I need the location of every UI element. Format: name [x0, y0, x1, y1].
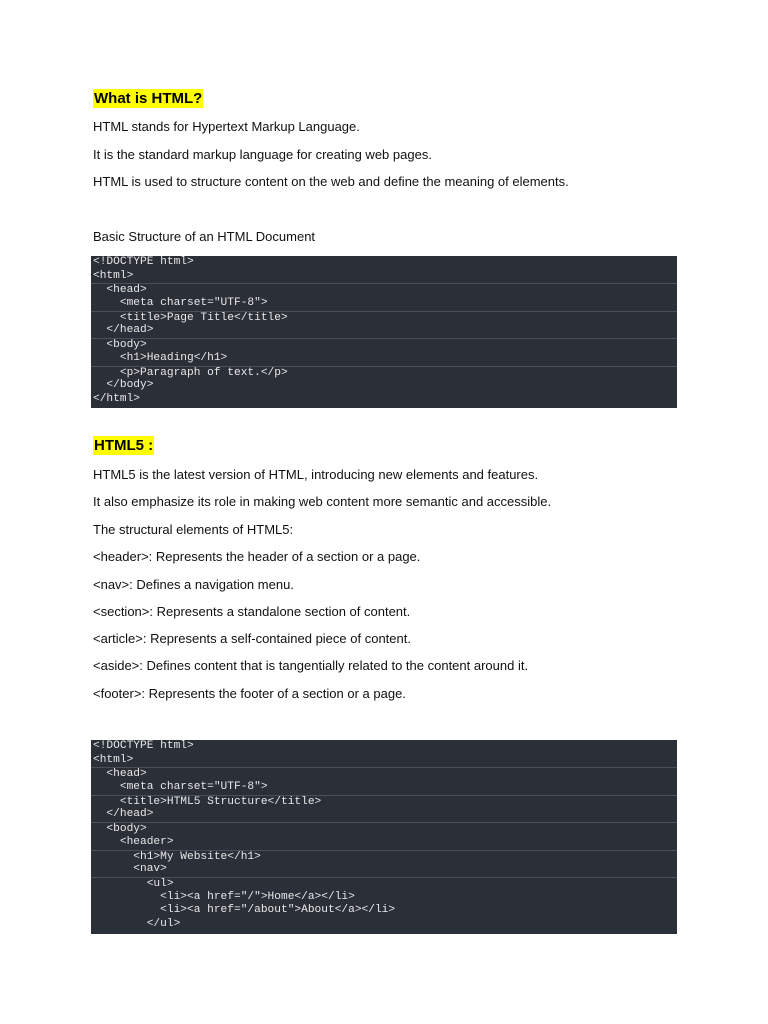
code-block-html5-structure — [91, 740, 677, 934]
paragraph: <header>: Represents the header of a section or a page. — [93, 549, 421, 564]
code-line: </ul> — [93, 917, 181, 930]
code-line: <!DOCTYPE html> — [93, 740, 194, 752]
paragraph: <aside>: Defines content that is tangentially related to the content around it. — [93, 658, 529, 673]
code-line: </head> — [93, 324, 154, 337]
paragraph: HTML is used to structure content on the web and define the meaning of elements. — [93, 174, 569, 189]
paragraph: The structural elements of HTML5: — [93, 522, 294, 537]
code-line: <h1>My Website</h1> — [91, 850, 677, 864]
code-line: </head> — [93, 808, 154, 821]
paragraph: HTML5 is the latest version of HTML, introducing new elements and features. — [93, 467, 539, 482]
paragraph: <section>: Represents a standalone section of content. — [93, 604, 411, 619]
paragraph: <article>: Represents a self-contained piece of content. — [93, 631, 411, 646]
code-line: <head> — [91, 767, 677, 781]
code-line: <meta charset="UTF-8"> — [93, 297, 268, 310]
paragraph: HTML stands for Hypertext Markup Language. — [93, 119, 360, 134]
code-caption: Basic Structure of an HTML Document — [93, 229, 316, 244]
code-line: <li><a href="/about">About</a></li> — [93, 904, 396, 917]
heading-what-is-html: What is HTML? — [94, 90, 203, 107]
code-line: <!DOCTYPE html> — [93, 256, 194, 268]
code-line: <header> — [93, 835, 174, 848]
code-line: <html> — [93, 269, 134, 282]
code-block-basic-structure — [91, 256, 677, 408]
code-line: <meta charset="UTF-8"> — [93, 781, 268, 794]
code-line: <nav> — [93, 863, 167, 876]
code-line: <html> — [93, 753, 134, 766]
code-line: </html> — [93, 392, 140, 405]
code-line: <p>Paragraph of text.</p> — [91, 366, 677, 380]
heading-html5: HTML5 : — [94, 437, 154, 454]
code-line: <body> — [91, 338, 677, 352]
code-line: <h1>Heading</h1> — [93, 351, 228, 364]
paragraph: <footer>: Represents the footer of a section or a page. — [93, 686, 406, 701]
code-line: <li><a href="/">Home</a></li> — [93, 890, 355, 903]
code-line: <title>HTML5 Structure</title> — [91, 795, 677, 809]
paragraph: It is the standard markup language for creating web pages. — [93, 147, 432, 162]
paragraph: It also emphasize its role in making web content more semantic and accessible. — [93, 494, 552, 509]
code-line: <ul> — [91, 877, 677, 891]
code-line: <title>Page Title</title> — [91, 311, 677, 325]
code-line: <head> — [91, 283, 677, 297]
paragraph: <nav>: Defines a navigation menu. — [93, 577, 294, 592]
code-line: <body> — [91, 822, 677, 836]
code-line: </body> — [93, 379, 154, 392]
